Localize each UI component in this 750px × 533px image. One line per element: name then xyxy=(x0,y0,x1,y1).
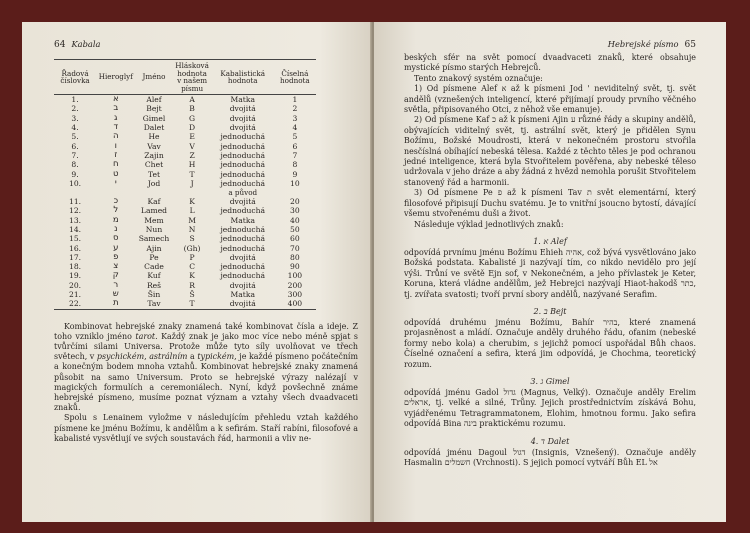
cell-name: Chet xyxy=(144,160,164,170)
cell-sound: K xyxy=(189,197,195,207)
cell-name: Reš xyxy=(146,280,162,290)
table-row xyxy=(54,299,316,309)
cell-order: 7. xyxy=(71,150,79,160)
table-row xyxy=(54,225,316,234)
table-row xyxy=(54,281,316,290)
cell-name: Bejt xyxy=(146,104,162,114)
right-paragraph: odpovídá jménu Dagoul דגול (Insignis, Vznešený). Označuje anděly Hasmalin חשמלים (Vrchnosti). S jejich pomocí vytváří Bůh EL אל xyxy=(404,447,696,467)
right-page xyxy=(374,22,726,522)
cell-glyph: ז xyxy=(114,149,118,160)
cell-order: 8. xyxy=(71,160,79,170)
letter-heading: 3. ג Gimel xyxy=(530,376,570,386)
table-row xyxy=(54,132,316,141)
cell-order: 15. xyxy=(69,234,82,244)
table-row xyxy=(54,197,316,206)
cell-sound: Z xyxy=(189,150,195,160)
cell-order: 21. xyxy=(69,290,82,300)
cell-glyph: מ xyxy=(112,214,119,225)
cell-order: 12. xyxy=(69,206,82,216)
cell-kabbalistic: Matka xyxy=(230,290,255,300)
cell-order: 14. xyxy=(69,225,82,234)
cell-glyph: נ xyxy=(114,224,118,234)
cell-name: Šin xyxy=(147,290,161,300)
cell-numeric: 3 xyxy=(292,113,298,123)
table-row xyxy=(54,160,316,169)
hebrew-alphabet-table xyxy=(54,59,316,310)
cell-order: 9. xyxy=(71,169,79,179)
cell-order: 17. xyxy=(69,252,82,262)
cell-sound: Š xyxy=(189,290,195,300)
cell-order: 4. xyxy=(71,123,79,133)
cell-order: 6. xyxy=(71,141,79,151)
cell-order: 5. xyxy=(71,132,79,142)
cell-order: 16. xyxy=(69,243,82,253)
cell-glyph: ר xyxy=(113,279,119,290)
cell-numeric: 7 xyxy=(292,150,298,160)
cell-numeric: 30 xyxy=(290,206,300,216)
cell-empty xyxy=(136,188,173,197)
table-row xyxy=(54,253,316,262)
cell-glyph: ה xyxy=(113,131,119,142)
left-page-number: 64 xyxy=(54,40,66,50)
cell-numeric: 400 xyxy=(274,299,316,309)
cell-sound: E xyxy=(189,132,195,142)
table-row xyxy=(54,271,316,280)
cell-empty xyxy=(274,188,316,197)
table-row xyxy=(54,95,316,105)
cell-order: 2. xyxy=(71,104,79,114)
cell-numeric: 40 xyxy=(290,215,300,225)
cell-glyph: ח xyxy=(113,159,119,170)
cell-order: 18. xyxy=(69,262,82,272)
cell-sound: J xyxy=(190,178,194,188)
cell-numeric: 300 xyxy=(287,290,303,300)
cell-kabbalistic: jednoduchá xyxy=(220,262,266,272)
cell-sound: K xyxy=(189,271,195,281)
table-row xyxy=(54,104,316,113)
right-running-title: Hebrejské písmo xyxy=(607,39,679,49)
cell-order: 20. xyxy=(69,280,82,290)
left-running-title: Kabala xyxy=(71,39,101,49)
cell-numeric: 90 xyxy=(290,262,300,272)
cell-numeric: 10 xyxy=(290,178,300,188)
cell-numeric: 6 xyxy=(292,141,298,151)
table-row-continuation xyxy=(54,188,316,197)
cell-sound: N xyxy=(188,225,196,234)
cell-numeric: 100 xyxy=(287,271,303,281)
cell-numeric: 2 xyxy=(292,104,298,114)
table-body xyxy=(54,95,316,310)
cell-name: Vav xyxy=(147,141,161,151)
table-row xyxy=(54,151,316,160)
cell-name: Pe xyxy=(149,252,159,262)
cell-kabbalistic: dvojitá xyxy=(229,123,256,133)
cell-sound: P xyxy=(189,252,195,262)
cell-name: Kuf xyxy=(147,271,161,281)
cell-glyph: ד xyxy=(113,122,119,133)
cell-kabbalistic: jednoduchá xyxy=(220,169,266,179)
right-paragraph: 1) Od písmene Alef א až k písmeni Jod ' neviditelný svět, tj. svět andělů (vznešených inteligencí, které přijímají proudy prvního věčného světla, připisovaného Otci, z něhož vše emanuje). xyxy=(404,84,696,115)
letter-heading: 4. ד Dalet xyxy=(530,436,570,446)
left-page xyxy=(22,22,372,522)
right-page-number: 65 xyxy=(684,40,696,50)
letter-heading: 1. א Alef xyxy=(533,236,567,246)
cell-kabbalistic: jednoduchá xyxy=(220,178,266,188)
cell-glyph: א xyxy=(112,94,119,105)
table-row xyxy=(54,169,316,178)
cell-numeric: 200 xyxy=(287,280,303,290)
cell-kabbalistic: dvojitá xyxy=(229,104,256,114)
left-paragraph-1: Kombinovat hebrejské znaky znamená také kombinovat čísla a ideje. Z toho vzniklo jméno tarot. Každý znak je jako moc více nebo méně spjat s tvůrčími silami Universa. Protože může tyto síly uvolňovat ve třech světech, v psychickém, astrálním a typickém, je každé písmeno počátečním a konečným bodem mnoha vztahů. Kombinovat hebrejské znaky znamená působit na samo Universum. Proto se hebrejské výrazy nalézají v magických formulích a ceremoniálech. Nyní, když povšechně známe hebrejské písmeno, musíme poznat význam a vztahy všech dvaadvaceti znaků. xyxy=(54,321,359,413)
cell-numeric: 60 xyxy=(290,234,300,244)
right-running-head xyxy=(404,39,696,53)
cell-order: 10. xyxy=(69,178,82,188)
cell-name: Tet xyxy=(147,169,161,179)
cell-name: Lamed xyxy=(140,206,168,216)
cell-glyph: ש xyxy=(112,289,119,300)
cell-name: Samech xyxy=(138,234,170,244)
cell-numeric: 4 xyxy=(292,123,298,133)
col-header-numeric: Číselná hodnota xyxy=(274,60,316,95)
cell-name: Dalet xyxy=(143,123,165,133)
cell-kabbalistic: jednoduchá xyxy=(220,141,266,151)
cell-numeric: 20 xyxy=(290,197,300,207)
cell-numeric: 80 xyxy=(290,252,300,262)
cell-sound: T xyxy=(172,299,211,309)
cell-sound: L xyxy=(189,206,195,216)
cell-kabbalistic-extra: a původ xyxy=(228,187,258,197)
cell-numeric: 50 xyxy=(290,225,300,234)
cell-glyph: ס xyxy=(113,233,119,244)
cell-sound: V xyxy=(189,141,195,151)
table-row xyxy=(54,262,316,271)
cell-kabbalistic: Matka xyxy=(230,95,255,105)
cell-name: Nun xyxy=(145,225,163,234)
right-paragraph: Následuje výklad jednotlivých znaků: xyxy=(414,219,564,229)
cell-sound: H xyxy=(188,160,196,170)
cell-sound: G xyxy=(189,113,196,123)
table-header-row xyxy=(54,60,316,95)
cell-sound: D xyxy=(189,123,196,133)
cell-glyph: ג xyxy=(114,112,118,123)
cell-order: 19. xyxy=(69,271,82,281)
right-paragraph: odpovídá jménu Gadol גדול (Magnus, Velký). Označuje anděly Erelim אראלים, tj. velké a silné, Trůny. Jejich prostřednictvím získává Bohu, vyjádřenému Tetragrammatonem, Elohim, hmotnou formu. Jako sefira odpovídá Bina בינה praktickému rozumu. xyxy=(404,387,696,429)
right-paragraph: 2) Od písmene Kaf כ až k písmeni Ajin ע různé řády a skupiny andělů, obývajících viditelný svět, tj. astrální svět, který je přidělen Synu Božímu, Božské Moudrosti, která v nekonečném prostoru stvořila nesčíslná obíhající nebeská tělesa. Každé z těchto těles je pod ochranou jedné inteligence, která byla Stvořitelem pověřena, aby nebeské těleso udržovala v jeho dráze a aby žádná z hvězd nemohla porušit Stvořitelem stanovený řád a harmonii. xyxy=(404,115,696,187)
cell-kabbalistic: jednoduchá xyxy=(220,243,266,253)
cell-glyph: ו xyxy=(114,140,117,151)
cell-numeric: 5 xyxy=(292,132,298,142)
cell-empty xyxy=(54,188,96,197)
table-row xyxy=(54,216,316,225)
letter-heading: 2. ב Bejt xyxy=(533,306,567,316)
cell-name: Mem xyxy=(144,215,164,225)
col-header-name: Jméno xyxy=(136,60,173,95)
cell-kabbalistic: dvojitá xyxy=(212,299,274,309)
cell-sound: A xyxy=(189,95,195,105)
cell-name: Zajin xyxy=(144,150,164,160)
col-header-kabbalistic: Kabalistická hodnota xyxy=(212,60,274,95)
table-row xyxy=(54,290,316,299)
table-row xyxy=(54,234,316,243)
cell-glyph: ע xyxy=(113,242,119,253)
cell-name: He xyxy=(148,132,160,142)
cell-kabbalistic: jednoduchá xyxy=(220,234,266,244)
cell-glyph: פ xyxy=(113,251,119,262)
table-row xyxy=(54,123,316,132)
cell-name: Kaf xyxy=(147,197,161,207)
right-paragraph: beských sfér na svět pomocí dvaadvaceti znaků, které obsahuje mystické písmo starých Hebrejců. xyxy=(404,53,696,73)
cell-kabbalistic: dvojitá xyxy=(229,197,256,207)
cell-glyph: צ xyxy=(113,261,119,272)
cell-sound: C xyxy=(189,262,195,272)
table-row xyxy=(54,206,316,215)
right-paragraph: 3) Od písmene Pe פ až k písmeni Tav ת svět elementární, který filosofové připisují Duchu svatému. Je to vnitřní jsoucno bytostí, dávající všemu stvořenému duši a život. xyxy=(404,188,696,219)
cell-name: Ajin xyxy=(146,243,162,253)
cell-name: Jod xyxy=(147,178,161,188)
cell-name: Tav xyxy=(136,299,173,309)
cell-sound: S xyxy=(189,234,195,244)
cell-order: 13. xyxy=(69,215,82,225)
cell-glyph: ב xyxy=(113,103,119,114)
cell-kabbalistic: jednoduchá xyxy=(220,132,266,142)
col-header-sound: Hlásková hodnota v našem písmu xyxy=(172,60,211,95)
cell-name: Alef xyxy=(146,95,162,105)
cell-sound: (Gh) xyxy=(183,243,201,253)
cell-order: 11. xyxy=(69,197,82,207)
left-body-text xyxy=(54,322,358,444)
cell-numeric: 9 xyxy=(292,169,298,179)
cell-kabbalistic: jednoduchá xyxy=(220,225,266,234)
cell-kabbalistic: jednoduchá xyxy=(220,160,266,170)
right-paragraph: Tento znakový systém označuje: xyxy=(414,73,543,83)
cell-glyph: ט xyxy=(113,168,119,179)
cell-name: Gimel xyxy=(142,113,166,123)
cell-glyph: ל xyxy=(113,205,119,216)
cell-name: Cade xyxy=(144,262,164,272)
cell-kabbalistic: jednoduchá xyxy=(220,150,266,160)
table-row xyxy=(54,243,316,252)
left-paragraph-2: Spolu s Lenainem vyložme v následujícím přehledu vztah každého písmene ke jménu Božímu, k andělům a k sefirám. Staří rabíni, filosofové a kabalisté vysvětlují ve svých soustavách řád, harmonii a vliv ne- xyxy=(54,413,358,443)
cell-glyph: ק xyxy=(112,270,119,281)
cell-empty xyxy=(172,188,211,197)
cell-kabbalistic: dvojitá xyxy=(229,113,256,123)
table-row xyxy=(54,141,316,150)
cell-numeric: 1 xyxy=(292,95,298,105)
cell-sound: M xyxy=(188,215,196,225)
cell-glyph: ת xyxy=(96,299,135,309)
right-paragraph: odpovídá prvnímu jménu Božímu Ehieh אהיה, což bývá vysvětlováno jako Božská podstata. Kabalisté ji nazývají tím, co nikdo nevidělo pro její výši. Trůní ve světě Ejn sof, v Nekonečném, a jeho přívlastek je Keter, Koruna, která vládne andělům, jež Hebrejci nazývají Hiaot-hakodš כתר, tj. zvířata svatosti; tvoří první sbory andělů, nazývané Serafim. xyxy=(404,247,696,299)
cell-numeric: 8 xyxy=(292,160,298,170)
cell-sound: R xyxy=(189,280,195,290)
cell-numeric: 70 xyxy=(290,243,300,253)
cell-sound: B xyxy=(189,104,195,114)
table-row xyxy=(54,114,316,123)
cell-kabbalistic: dvojitá xyxy=(229,280,256,290)
cell-glyph: י xyxy=(114,177,117,188)
col-header-glyph: Hieroglyf xyxy=(96,60,135,95)
right-paragraph: odpovídá druhému jménu Božímu, Bahír בהיר, které znamená projasněnost a mládí. Označuje anděly druhého řádu, ofanim (nebeské formy nebo kola) a cherubim, s jejichž pomocí uspořádal Bůh chaos. Číselné označení a sefira, která jim odpovídá, je Chochma, teoretický rozum. xyxy=(404,317,696,369)
cell-kabbalistic: jednoduchá xyxy=(220,206,266,216)
cell-sound: T xyxy=(189,169,195,179)
cell-glyph: כ xyxy=(113,196,119,207)
table-row xyxy=(54,179,316,188)
cell-kabbalistic: dvojitá xyxy=(229,252,256,262)
cell-kabbalistic: jednoduchá xyxy=(220,271,266,281)
cell-kabbalistic: Matka xyxy=(230,215,255,225)
cell-order: 3. xyxy=(71,113,79,123)
cell-order: 1. xyxy=(71,95,79,105)
cell-order: 22. xyxy=(54,299,96,309)
left-running-head xyxy=(54,39,358,53)
right-body-text xyxy=(404,53,696,468)
col-header-order: Řadová číslovka xyxy=(54,60,96,95)
